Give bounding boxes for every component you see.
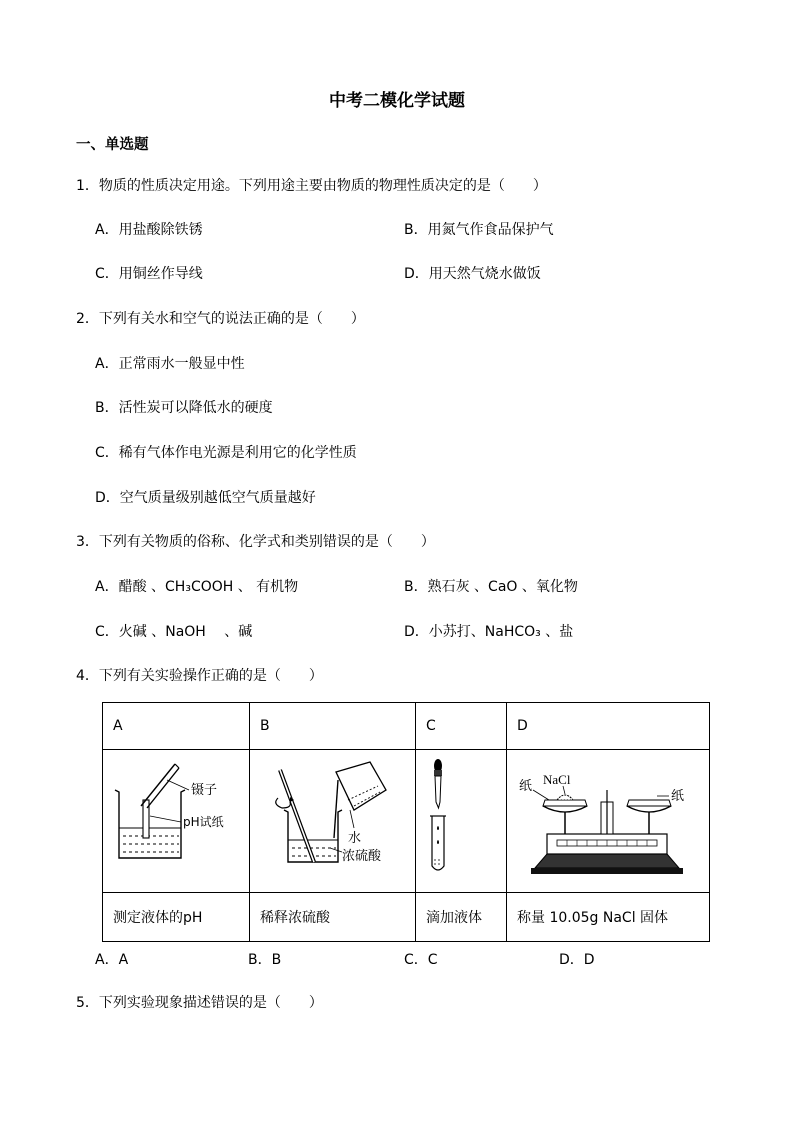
question-4-option-a[interactable]: A．A [95, 952, 129, 968]
table-header-b: B [250, 703, 416, 750]
figure-c-cell [416, 750, 507, 893]
ph-test-illustration [103, 750, 249, 892]
experiment-table [102, 702, 710, 942]
question-4-option-d[interactable]: D．D [559, 952, 595, 968]
label-paper-right: 纸 [671, 789, 685, 804]
table-caption-d: 称量 10.05g NaCl 固体 [507, 893, 710, 942]
table-header-c: C [416, 703, 507, 750]
question-3-option-a[interactable]: A．醋酸 、CH₃COOH 、 有机物 [95, 579, 299, 595]
label-water: 水 [348, 831, 362, 846]
table-header-d: D [507, 703, 710, 750]
label-nacl: NaCl [543, 772, 571, 787]
label-ph-paper: pH试纸 [183, 815, 224, 829]
table-caption-b: 稀释浓硫酸 [250, 893, 416, 942]
question-2-option-d[interactable]: D．空气质量级别越低空气质量越好 [95, 490, 316, 506]
question-2-stem: 2．下列有关水和空气的说法正确的是（ ） [76, 311, 365, 327]
question-1-stem: 1．物质的性质决定用途。下列用途主要由物质的物理性质决定的是（ ） [76, 178, 547, 194]
question-1-option-d[interactable]: D．用天然气烧水做饭 [404, 266, 541, 282]
question-4-option-b[interactable]: B．B [248, 952, 282, 968]
dropper-illustration [416, 750, 506, 892]
question-1-option-a[interactable]: A．用盐酸除铁锈 [95, 222, 203, 238]
table-caption-a: 测定液体的pH [103, 893, 250, 942]
question-4-option-c[interactable]: C．C [404, 952, 438, 968]
label-tweezers: 镊子 [191, 783, 218, 798]
table-caption-c: 滴加液体 [416, 893, 507, 942]
balance-illustration [507, 750, 709, 892]
question-1-option-c[interactable]: C．用铜丝作导线 [95, 266, 203, 282]
question-4-stem: 4．下列有关实验操作正确的是（ ） [76, 668, 323, 684]
question-1-option-b[interactable]: B．用氮气作食品保护气 [404, 222, 554, 238]
dilute-acid-illustration [250, 750, 415, 892]
question-2-option-a[interactable]: A．正常雨水一般显中性 [95, 356, 245, 372]
question-2-option-c[interactable]: C．稀有气体作电光源是利用它的化学性质 [95, 445, 357, 461]
page-title: 中考二模化学试题 [329, 91, 465, 111]
table-header-a: A [103, 703, 250, 750]
question-5-stem: 5．下列实验现象描述错误的是（ ） [76, 995, 323, 1011]
question-3-option-d[interactable]: D．小苏打、NaHCO₃ 、盐 [404, 624, 574, 640]
figure-b-cell [250, 750, 416, 893]
label-conc-acid: 浓硫酸 [342, 849, 382, 864]
figure-d-cell [507, 750, 710, 893]
question-3-option-b[interactable]: B．熟石灰 、CaO 、氧化物 [404, 579, 578, 595]
question-2-option-b[interactable]: B．活性炭可以降低水的硬度 [95, 400, 273, 416]
figure-a-cell [103, 750, 250, 893]
question-3-option-c[interactable]: C．火碱 、NaOH 、碱 [95, 624, 253, 640]
question-3-stem: 3．下列有关物质的俗称、化学式和类别错误的是（ ） [76, 534, 435, 550]
section-heading: 一、单选题 [76, 137, 149, 153]
label-paper-left: 纸 [519, 779, 533, 794]
